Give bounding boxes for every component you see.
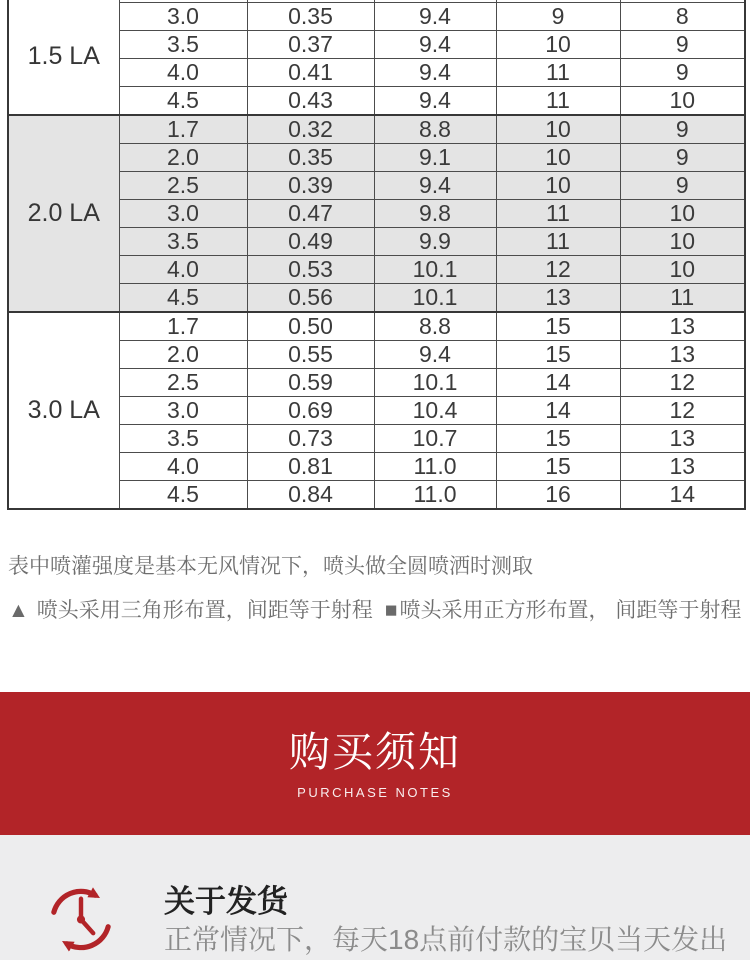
spec-cell: 2.0 bbox=[119, 143, 247, 171]
spec-cell: 12 bbox=[496, 255, 620, 283]
spec-cell: 0.56 bbox=[247, 283, 374, 312]
spec-cell: 2.5 bbox=[119, 171, 247, 199]
spec-row bbox=[8, 452, 745, 480]
spec-cell: 10 bbox=[496, 115, 620, 144]
spec-cell: 0.55 bbox=[247, 340, 374, 368]
spec-table-section bbox=[7, 0, 746, 510]
spec-cell: 0.69 bbox=[247, 396, 374, 424]
spec-cell: 9.4 bbox=[374, 86, 496, 115]
spec-cell: 9.8 bbox=[374, 199, 496, 227]
spec-cell: 8.8 bbox=[374, 115, 496, 144]
spec-cell: 9.4 bbox=[374, 2, 496, 30]
spec-cell: 10 bbox=[496, 30, 620, 58]
spec-cell: 10 bbox=[620, 199, 745, 227]
spec-cell: 0.49 bbox=[247, 227, 374, 255]
purchase-notes-banner bbox=[0, 692, 750, 835]
spec-row bbox=[8, 86, 745, 115]
spec-cell: 3.0 bbox=[119, 396, 247, 424]
shipping-text-block bbox=[164, 885, 727, 956]
spec-cell: 11.0 bbox=[374, 452, 496, 480]
spec-cell: 0.50 bbox=[247, 312, 374, 341]
banner-title: 购买须知 bbox=[289, 729, 461, 775]
spec-cell: 14 bbox=[620, 480, 745, 509]
clock-cycle-icon bbox=[44, 881, 118, 955]
spec-table bbox=[7, 0, 746, 510]
spec-table-group bbox=[8, 115, 745, 312]
spec-cell: 10 bbox=[620, 227, 745, 255]
spec-cell: 10 bbox=[496, 171, 620, 199]
spec-cell: 15 bbox=[496, 424, 620, 452]
spec-cell: 11 bbox=[620, 283, 745, 312]
spec-cell: 3.0 bbox=[119, 2, 247, 30]
spec-cell: 3.5 bbox=[119, 227, 247, 255]
spec-cell: 11.0 bbox=[374, 480, 496, 509]
spec-cell: 0.41 bbox=[247, 58, 374, 86]
spec-cell: 3.5 bbox=[119, 30, 247, 58]
spec-cell: 10 bbox=[496, 143, 620, 171]
spec-cell: 15 bbox=[496, 452, 620, 480]
spec-row bbox=[8, 199, 745, 227]
spec-cell: 4.5 bbox=[119, 283, 247, 312]
spec-cell: 0.53 bbox=[247, 255, 374, 283]
spec-cell: 11 bbox=[496, 199, 620, 227]
spec-cell: 0.59 bbox=[247, 368, 374, 396]
spec-cell: 10.1 bbox=[374, 255, 496, 283]
spec-cell: 0.35 bbox=[247, 143, 374, 171]
spec-cell: 4.5 bbox=[119, 480, 247, 509]
spec-cell: 0.73 bbox=[247, 424, 374, 452]
spec-cell: 4.0 bbox=[119, 58, 247, 86]
shipping-section bbox=[0, 835, 750, 960]
spec-cell: 9 bbox=[620, 115, 745, 144]
spec-row bbox=[8, 2, 745, 30]
spec-cell: 9 bbox=[620, 143, 745, 171]
spec-cell: 11 bbox=[496, 227, 620, 255]
spec-cell: 0.35 bbox=[247, 2, 374, 30]
square-legend-text: 喷头采用正方形布置， 间距等于射程 bbox=[399, 599, 742, 622]
spec-row bbox=[8, 424, 745, 452]
spec-cell: 9.4 bbox=[374, 340, 496, 368]
spec-cell: 9 bbox=[496, 2, 620, 30]
spec-cell: 9.9 bbox=[374, 227, 496, 255]
row-group-label: 2.0 LA bbox=[8, 115, 119, 312]
shipping-heading: 关于发货 bbox=[164, 884, 288, 919]
spec-cell: 10.4 bbox=[374, 396, 496, 424]
spec-cell: 9.4 bbox=[374, 171, 496, 199]
spec-cell: 10 bbox=[620, 255, 745, 283]
spec-row bbox=[8, 312, 745, 341]
spec-cell: 8 bbox=[620, 2, 745, 30]
spec-cell: 12 bbox=[620, 396, 745, 424]
spec-cell: 8.8 bbox=[374, 312, 496, 341]
spec-cell: 1.7 bbox=[119, 115, 247, 144]
spec-row bbox=[8, 396, 745, 424]
spec-cell: 16 bbox=[496, 480, 620, 509]
spec-cell: 15 bbox=[496, 312, 620, 341]
spec-row bbox=[8, 368, 745, 396]
spec-cell: 12 bbox=[620, 368, 745, 396]
spec-cell: 9 bbox=[620, 171, 745, 199]
spec-cell: 0.39 bbox=[247, 171, 374, 199]
spec-cell: 2.5 bbox=[119, 368, 247, 396]
table-notes bbox=[8, 552, 748, 640]
spec-row bbox=[8, 255, 745, 283]
spec-cell: 10.1 bbox=[374, 283, 496, 312]
spec-cell: 0.32 bbox=[247, 115, 374, 144]
spec-cell: 14 bbox=[496, 396, 620, 424]
spec-row bbox=[8, 143, 745, 171]
spec-cell: 11 bbox=[496, 86, 620, 115]
spec-cell: 4.5 bbox=[119, 86, 247, 115]
spec-cell: 9.1 bbox=[374, 143, 496, 171]
spec-cell: 0.81 bbox=[247, 452, 374, 480]
spec-cell: 0.43 bbox=[247, 86, 374, 115]
spec-cell: 0.84 bbox=[247, 480, 374, 509]
shipping-description: 正常情况下，每天18点前付款的宝贝当天发出 bbox=[164, 924, 728, 955]
spec-cell: 2.0 bbox=[119, 340, 247, 368]
spec-row bbox=[8, 480, 745, 509]
spec-cell: 11 bbox=[496, 58, 620, 86]
spec-row bbox=[8, 30, 745, 58]
note-measurement: 表中喷灌强度是基本无风情况下，喷头做全圆喷洒时测取 bbox=[8, 555, 533, 578]
note-legend bbox=[8, 596, 748, 626]
spec-cell: 13 bbox=[496, 283, 620, 312]
spec-cell: 13 bbox=[620, 340, 745, 368]
spec-cell: 14 bbox=[496, 368, 620, 396]
spec-cell: 3.5 bbox=[119, 424, 247, 452]
spec-cell: 13 bbox=[620, 452, 745, 480]
spec-cell: 10 bbox=[620, 86, 745, 115]
spec-cell: 0.47 bbox=[247, 199, 374, 227]
spec-cell: 9.4 bbox=[374, 58, 496, 86]
row-group-label: 3.0 LA bbox=[8, 312, 119, 509]
spec-row bbox=[8, 171, 745, 199]
spec-cell: 13 bbox=[620, 312, 745, 341]
spec-cell: 13 bbox=[620, 424, 745, 452]
spec-row bbox=[8, 340, 745, 368]
spec-cell: 15 bbox=[496, 340, 620, 368]
spec-row bbox=[8, 58, 745, 86]
spec-cell: 1.7 bbox=[119, 312, 247, 341]
spec-cell: 4.0 bbox=[119, 452, 247, 480]
spec-cell: 9 bbox=[620, 58, 745, 86]
triangle-marker-icon: ▲ bbox=[8, 599, 29, 622]
spec-row bbox=[8, 227, 745, 255]
spec-cell: 10.1 bbox=[374, 368, 496, 396]
row-group-label: 1.5 LA bbox=[8, 0, 119, 115]
square-marker-icon: ■ bbox=[384, 599, 398, 622]
spec-row bbox=[8, 115, 745, 144]
spec-cell: 4.0 bbox=[119, 255, 247, 283]
spec-table-group bbox=[8, 0, 745, 115]
spec-cell: 10.7 bbox=[374, 424, 496, 452]
triangle-legend-text: 喷头采用三角形布置，间距等于射程 bbox=[36, 599, 373, 622]
spec-cell: 3.0 bbox=[119, 199, 247, 227]
spec-cell: 9.4 bbox=[374, 30, 496, 58]
spec-cell: 9 bbox=[620, 30, 745, 58]
spec-table-group bbox=[8, 312, 745, 509]
spec-cell: 0.37 bbox=[247, 30, 374, 58]
spec-row bbox=[8, 283, 745, 312]
banner-subtitle: PURCHASE NOTES bbox=[297, 785, 453, 800]
